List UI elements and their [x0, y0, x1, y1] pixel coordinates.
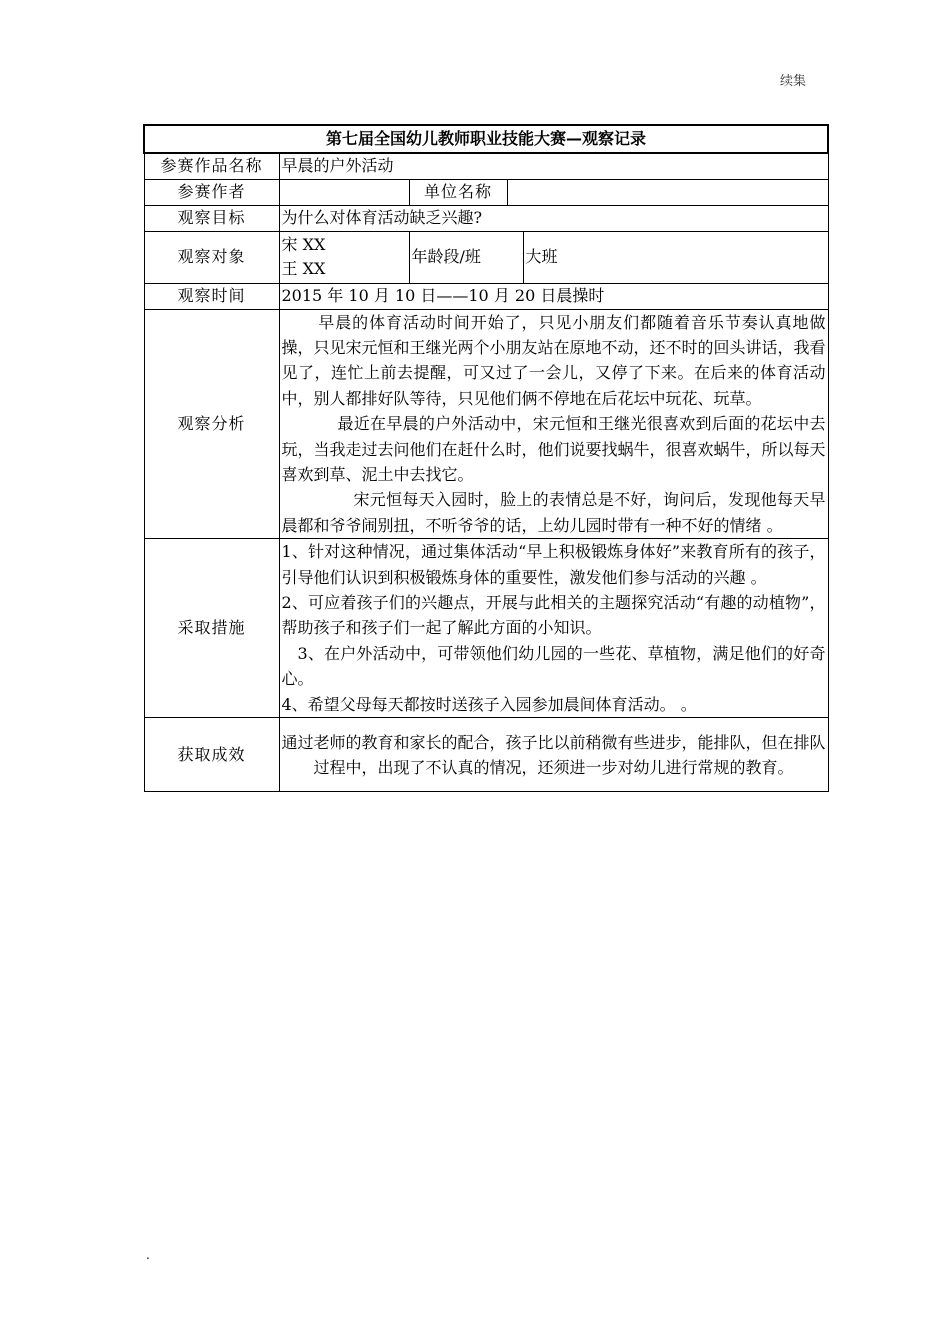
work-name-value: 早晨的户外活动 [279, 153, 828, 179]
measure-item: 1、针对这种情况，通过集体活动“早上积极锻炼身体好”来教育所有的孩子，引导他们认识到积极锻炼身体的重要性，激发他们参与活动的兴趣 。 [281, 542, 826, 587]
subject-name-1: 宋 XX [281, 235, 326, 254]
subject-names [279, 231, 409, 283]
analysis-paragraph: 早晨的体育活动时间开始了，只见小朋友们都随着音乐节奏认真地做操，只见宋元恒和王继光两个小朋友站在原地不动，还不时的回头讲话，我看见了，连忙上前去提醒，可又过了一会儿，又停了下来。在后来的体育活动中，别人都排好队等待，只见他们俩不停地在后花坛中玩花、玩草。 [281, 312, 826, 408]
result-text: 通过老师的教育和家长的配合，孩子比以前稍微有些进步，能排队，但在排队过程中，出现了不认真的情况，还须进一步对幼儿进行常规的教育。 [281, 732, 826, 777]
measure-item: 2、可应着孩子们的兴趣点，开展与此相关的主题探究活动“有趣的动植物”，帮助孩子和孩子们一起了解此方面的小知识。 [281, 592, 826, 638]
measure-item: 4、希望父母每天都按时送孩子入园参加晨间体育活动。 。 [281, 694, 697, 714]
header-note: 续集 [779, 74, 806, 89]
footer-mark: . [146, 1248, 150, 1262]
unit-label: 单位名称 [409, 179, 507, 205]
result-content [279, 718, 828, 792]
measures-label: 采取措施 [144, 539, 279, 718]
time-value: 2015 年 10 月 10 日——10 月 20 日晨操时 [279, 283, 828, 309]
result-label: 获取成效 [144, 718, 279, 792]
measure-item: 3、在户外活动中，可带领他们幼儿园的一些花、草植物，满足他们的好奇心。 [281, 643, 826, 689]
unit-value [507, 179, 828, 205]
author-label: 参赛作者 [144, 179, 279, 205]
author-value [279, 179, 409, 205]
goal-value: 为什么对体育活动缺乏兴趣? [279, 205, 828, 231]
work-name-label: 参赛作品名称 [144, 153, 279, 179]
table-title: 第七届全国幼儿教师职业技能大赛—观察记录 [144, 125, 828, 153]
analysis-paragraph: 最近在早晨的户外活动中，宋元恒和王继光很喜欢到后面的花坛中去玩，当我走过去问他们在赶什么时，他们说要找蜗牛，很喜欢蜗牛，所以每天喜欢到草、泥土中去找它。 [281, 414, 826, 484]
goal-label: 观察目标 [144, 205, 279, 231]
age-label: 年龄段/班 [409, 231, 523, 283]
analysis-paragraph: 宋元恒每天入园时，脸上的表情总是不好，询问后，发现他每天早晨都和爷爷闹别扭，不听爷爷的话，上幼儿园时带有一种不好的情绪 。 [281, 490, 826, 535]
age-value: 大班 [523, 231, 828, 283]
measures-content [279, 539, 828, 718]
analysis-content [279, 309, 828, 539]
subject-name-2: 王 XX [281, 259, 326, 278]
observation-record-table [143, 124, 829, 792]
analysis-label: 观察分析 [144, 309, 279, 539]
time-label: 观察时间 [144, 283, 279, 309]
subject-label: 观察对象 [144, 231, 279, 283]
